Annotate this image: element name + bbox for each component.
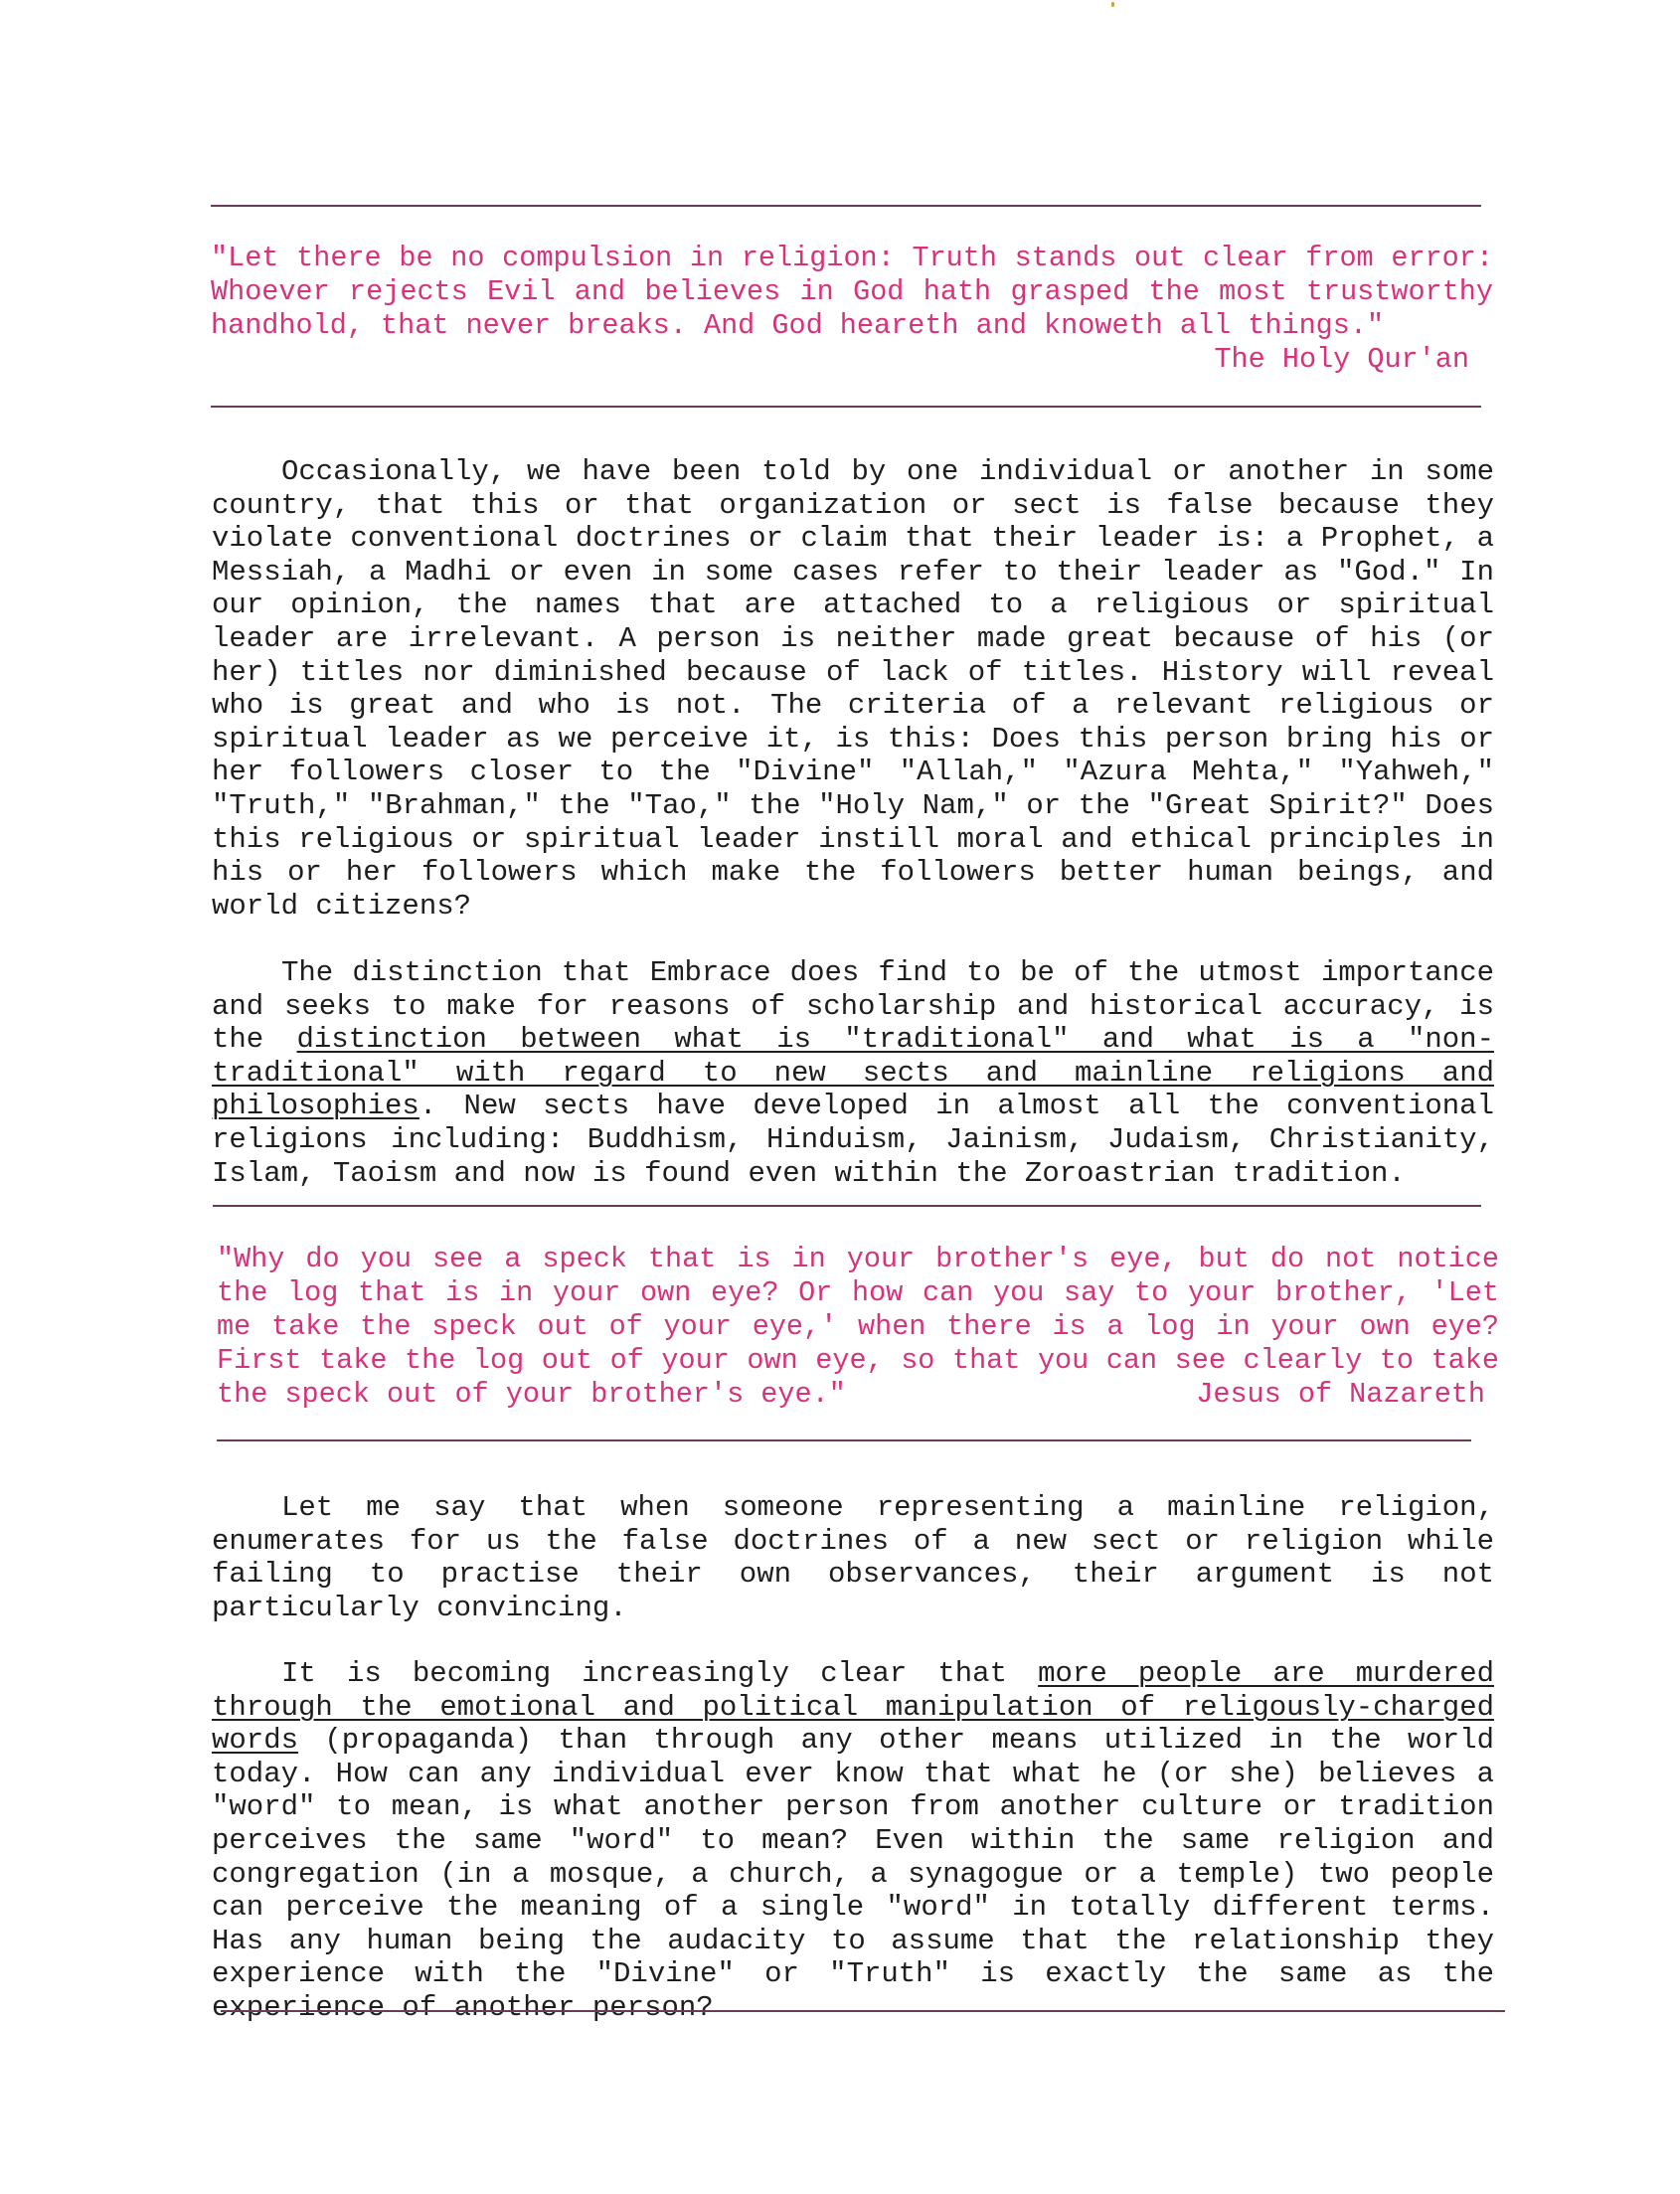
paragraph-2-underlined: distinction between what is "traditional" and what is a "non-traditional" with regard to new sects and mainline religions and philosophies <box>212 1023 1494 1123</box>
paragraph-2-lead: The distinction that Embrace does find to be of the utmost importance and seeks to make for reasons of scholarship and historical accuracy, is the <box>212 956 1494 1057</box>
quran-quote-text: "Let there be no compulsion in religion: Truth stands out clear from error: Whoever rejects Evil and believes in God hath grasped the most trustworthy handhold, that never breaks. And God heareth and knoweth all things." <box>211 242 1493 342</box>
quran-quote-attribution: The Holy Qur'an <box>1214 343 1469 376</box>
quote2-top-rule <box>213 1205 1481 1207</box>
paragraph-4 <box>212 1657 1494 2025</box>
paragraph-2-text <box>212 956 1494 1190</box>
paragraph-4-text <box>212 1657 1494 2025</box>
paragraph-4-lead: It is becoming increasingly clear that <box>281 1657 1039 1690</box>
paragraph-1 <box>212 455 1494 923</box>
quote2-bottom-rule <box>217 1439 1471 1441</box>
jesus-quote <box>217 1243 1499 1412</box>
paragraph-2 <box>212 956 1494 1190</box>
paragraph-2-tail: . New sects have developed in almost all the conventional religions including: Buddhism, Hinduism, Jainism, Judaism, Christianity, Islam, Taoism and now is found even within the Zoroastrian tradition. <box>212 1090 1494 1190</box>
bottom-rule <box>221 2010 1505 2012</box>
quote1-top-rule <box>211 205 1481 207</box>
jesus-quote-text <box>217 1243 1499 1412</box>
paragraph-3-text: Let me say that when someone representing a mainline religion, enumerates for us the false doctrines of a new sect or religion while failing to practise their own observances, their argument is not particularly convincing. <box>212 1491 1494 1624</box>
quote1-bottom-rule <box>211 406 1481 408</box>
paragraph-1-text: Occasionally, we have been told by one individual or another in some country, that this or that organization or sect is false because they violate conventional doctrines or claim that their leader is: a Prophet, a Messiah, a Madhi or even in some cases refer to their leader as "God." In our opinion, the names that are attached to a religious or spiritual leader are irrelevant. A person is neither made great because of his (or her) titles nor diminished because of lack of titles. History will reveal who is great and who is not. The criteria of a relevant religious or spiritual leader as we perceive it, is this: Does this person bring his or her followers closer to the "Divine" "Allah," "Azura Mehta," "Yahweh," "Truth," "Brahman," the "Tao," the "Holy Nam," or the "Great Spirit?" Does this religious or spiritual leader instill moral and ethical principles in his or her followers which make the followers better human beings, and world citizens? <box>212 455 1494 923</box>
paper-speck <box>1111 2 1114 7</box>
quran-quote <box>211 242 1493 377</box>
jesus-quote-body: "Why do you see a speck that is in your brother's eye, but do not notice the log that is in your own eye? Or how can you say to your brother, 'Let me take the speck out of your eye,' when there is a log in your own eye? First take the log out of your own eye, so that you can see clearly to take the speck out of your brother's eye." <box>217 1243 1499 1411</box>
paragraph-3 <box>212 1491 1494 1624</box>
paragraph-4-underlined: more people are murdered through the emotional and political manipulation of religously-charged words <box>212 1657 1494 1758</box>
jesus-quote-attribution: Jesus of Nazareth <box>1196 1378 1485 1411</box>
paragraph-4-tail: (propaganda) than through any other means utilized in the world today. How can any individual ever know that what he (or she) believes a "word" to mean, is what another person from another culture or tradition perceives the same "word" to mean? Even within the same religion and congregation (in a mosque, a church, a synagogue or a temple) two people can perceive the meaning of a single "word" in totally different terms. Has any human being the audacity to assume that the relationship they experience with the "Divine" or "Truth" is exactly the same as the experience of another person? <box>212 1724 1494 2024</box>
